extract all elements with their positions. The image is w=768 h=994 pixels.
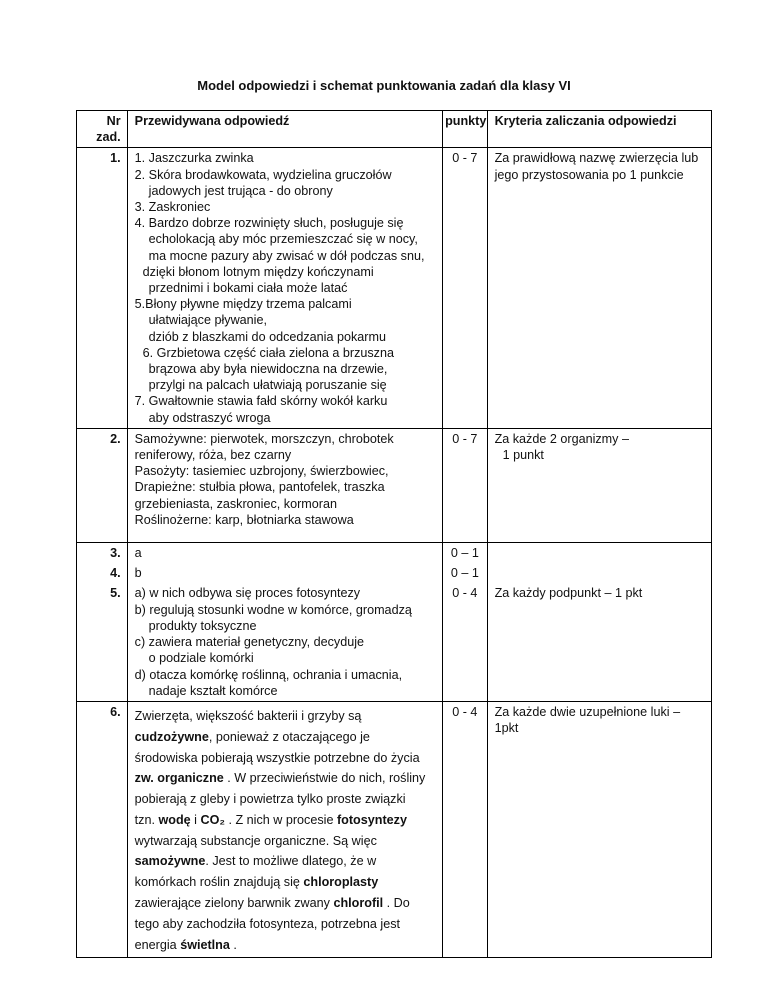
task-6-line [135, 810, 436, 831]
task-6-line [135, 831, 436, 852]
task-6-line [135, 706, 436, 727]
task-1-line: 5.Błony pływne między trzema palcami [134, 297, 352, 312]
task-6-line [135, 789, 436, 810]
task-1-number: 1. [77, 148, 128, 428]
task-6-text: energia [134, 937, 181, 952]
task-6-text: zawierające zielony barwnik zwany [134, 896, 334, 911]
task-6-text: . Jest to możliwe dlatego, że w [205, 854, 377, 869]
task-2-criteria-line: 1 punkt [502, 448, 544, 463]
header-points: punkty [443, 111, 487, 148]
task-6-text: . Do [383, 896, 410, 911]
task-6-line [135, 748, 436, 769]
task-4-points: 0 – 1 [443, 563, 487, 583]
task-5-line: o podziale komórki [148, 651, 254, 666]
table-row-task-5 [77, 583, 712, 701]
task-6-line [135, 851, 436, 872]
task-6-line [135, 914, 436, 935]
task-1-line: 4. Bardzo dobrze rozwinięty słuch, posługuje się [134, 216, 404, 231]
task-6-text: . [229, 937, 237, 952]
task-2-number: 2. [77, 428, 128, 542]
task-6-blank: cudzożywne [134, 729, 209, 744]
header-criteria: Kryteria zaliczania odpowiedzi [487, 111, 711, 148]
task-6-criteria: Za każde dwie uzupełnione luki – 1pkt [487, 701, 711, 958]
task-5-line: produkty toksyczne [148, 618, 257, 633]
task-1-line: przednimi i bokami ciała może latać [148, 281, 348, 296]
task-2-line: reniferowy, róża, bez czarny [134, 448, 292, 463]
task-2-line: Pasożyty: tasiemiec uzbrojony, świerzbowiec, [134, 464, 389, 479]
task-5-line: c) zawiera materiał genetyczny, decyduje [134, 635, 365, 650]
task-3-answer: a [127, 543, 442, 564]
task-1-line: 1. Jaszczurka zwinka [134, 151, 254, 166]
task-6-answer [127, 701, 442, 958]
task-6-text: . W przeciwieństwie do nich, rośliny [223, 771, 426, 786]
task-6-text: Zwierzęta, większość bakterii i grzyby są [134, 708, 362, 723]
table-header-row [77, 111, 712, 148]
task-2-line: Samożywne: pierwotek, morszczyn, chrobotek [134, 431, 394, 446]
task-1-line: ułatwiające pływanie, [148, 313, 267, 328]
task-6-blank: chlorofil [333, 896, 384, 911]
task-5-criteria: Za każdy podpunkt – 1 pkt [487, 583, 711, 701]
task-6-blank: CO₂ [200, 812, 225, 827]
document-title: Model odpowiedzi i schemat punktowania zadań dla klasy VI [197, 78, 571, 93]
table-row-task-2 [77, 428, 712, 542]
task-1-line: brązowa aby była niewidoczna na drzewie, [148, 362, 388, 377]
header-answer: Przewidywana odpowiedź [127, 111, 442, 148]
task-1-line: dzięki błonom lotnym między kończynami [142, 264, 374, 279]
task-1-line: dziób z blaszkami do odcedzania pokarmu [148, 329, 386, 344]
table-row-task-1 [77, 148, 712, 428]
task-4-answer: b [127, 563, 442, 583]
task-5-line: d) otacza komórkę roślinną, ochrania i umacnia, [134, 667, 403, 682]
task-1-criteria: Za prawidłową nazwę zwierzęcia lub jego przystosowania po 1 punkcie [487, 148, 711, 428]
task-6-text: tego aby zachodziła fotosynteza, potrzebna jest [134, 916, 401, 931]
task-3-points: 0 – 1 [443, 543, 487, 564]
task-1-line: jadowych jest trująca - do obrony [148, 183, 333, 198]
task-4-criteria [487, 563, 711, 583]
task-2-line: Drapieżne: stułbia płowa, pantofelek, traszka [134, 480, 385, 495]
task-2-points: 0 - 7 [443, 428, 487, 542]
task-6-text: tzn. [134, 812, 159, 827]
task-3-number: 3. [77, 543, 128, 564]
task-6-text: . Z nich w procesie [224, 812, 337, 827]
task-1-line: przylgi na palcach ułatwiają poruszanie się [148, 378, 387, 393]
task-1-points: 0 - 7 [443, 148, 487, 428]
task-6-line [135, 893, 436, 914]
task-1-line: 6. Grzbietowa część ciała zielona a brzuszna [142, 345, 394, 360]
task-5-line: nadaje kształt komórce [148, 683, 278, 698]
task-6-text: i [190, 812, 201, 827]
task-6-text: komórkach roślin znajdują się [134, 875, 304, 890]
task-4-number: 4. [77, 563, 128, 583]
task-2-criteria-line: Za każde 2 organizmy – [494, 431, 629, 446]
task-6-number: 6. [77, 701, 128, 958]
task-1-answer [127, 148, 442, 428]
task-6-text: wytwarzają substancje organiczne. Są więc [134, 833, 377, 848]
task-1-line: echolokacją aby móc przemieszczać się w nocy, [148, 232, 418, 247]
table-row-task-6 [77, 701, 712, 958]
header-nr: Nr zad. [77, 111, 128, 148]
task-6-text: , ponieważ z otaczającego je [208, 729, 370, 744]
task-2-line: Roślinożerne: karp, błotniarka stawowa [134, 512, 354, 527]
task-2-answer [127, 428, 442, 542]
task-6-blank: wodę [158, 812, 191, 827]
task-5-number: 5. [77, 583, 128, 701]
task-6-line [135, 872, 436, 893]
task-5-points: 0 - 4 [443, 583, 487, 701]
task-5-line: b) regulują stosunki wodne w komórce, gromadzą [134, 602, 412, 617]
task-2-line: grzebieniasta, zaskroniec, kormoran [134, 496, 337, 511]
task-5-line: a) w nich odbywa się proces fotosyntezy [134, 586, 361, 601]
task-6-text: środowiska pobierają wszystkie potrzebne do życia [134, 750, 420, 765]
task-3-criteria [487, 543, 711, 564]
task-6-blank: chloroplasty [303, 875, 379, 890]
task-1-line: aby odstraszyć wroga [148, 410, 271, 425]
task-1-line: 3. Zaskroniec [134, 200, 211, 215]
task-6-line [135, 935, 436, 956]
task-6-blank: świetlna [180, 937, 230, 952]
task-5-answer [127, 583, 442, 701]
task-2-criteria [487, 428, 711, 542]
task-6-line [135, 727, 436, 748]
task-1-line: 2. Skóra brodawkowata, wydzielina gruczołów [134, 167, 392, 182]
task-6-line [135, 768, 436, 789]
task-6-blank: samożywne [134, 854, 206, 869]
task-1-line: ma mocne pazury aby zwisać w dół podczas snu, [148, 248, 425, 263]
task-6-blank: zw. organiczne [134, 771, 224, 786]
answer-table [76, 110, 712, 958]
task-1-line: 7. Gwałtownie stawia fałd skórny wokół karku [134, 394, 388, 409]
table-row-task-3 [77, 543, 712, 564]
table-row-task-4 [77, 563, 712, 583]
task-6-blank: fotosyntezy [336, 812, 407, 827]
task-6-points: 0 - 4 [443, 701, 487, 958]
task-6-text: pobierają z gleby i powietrza tylko proste związki [134, 792, 406, 807]
